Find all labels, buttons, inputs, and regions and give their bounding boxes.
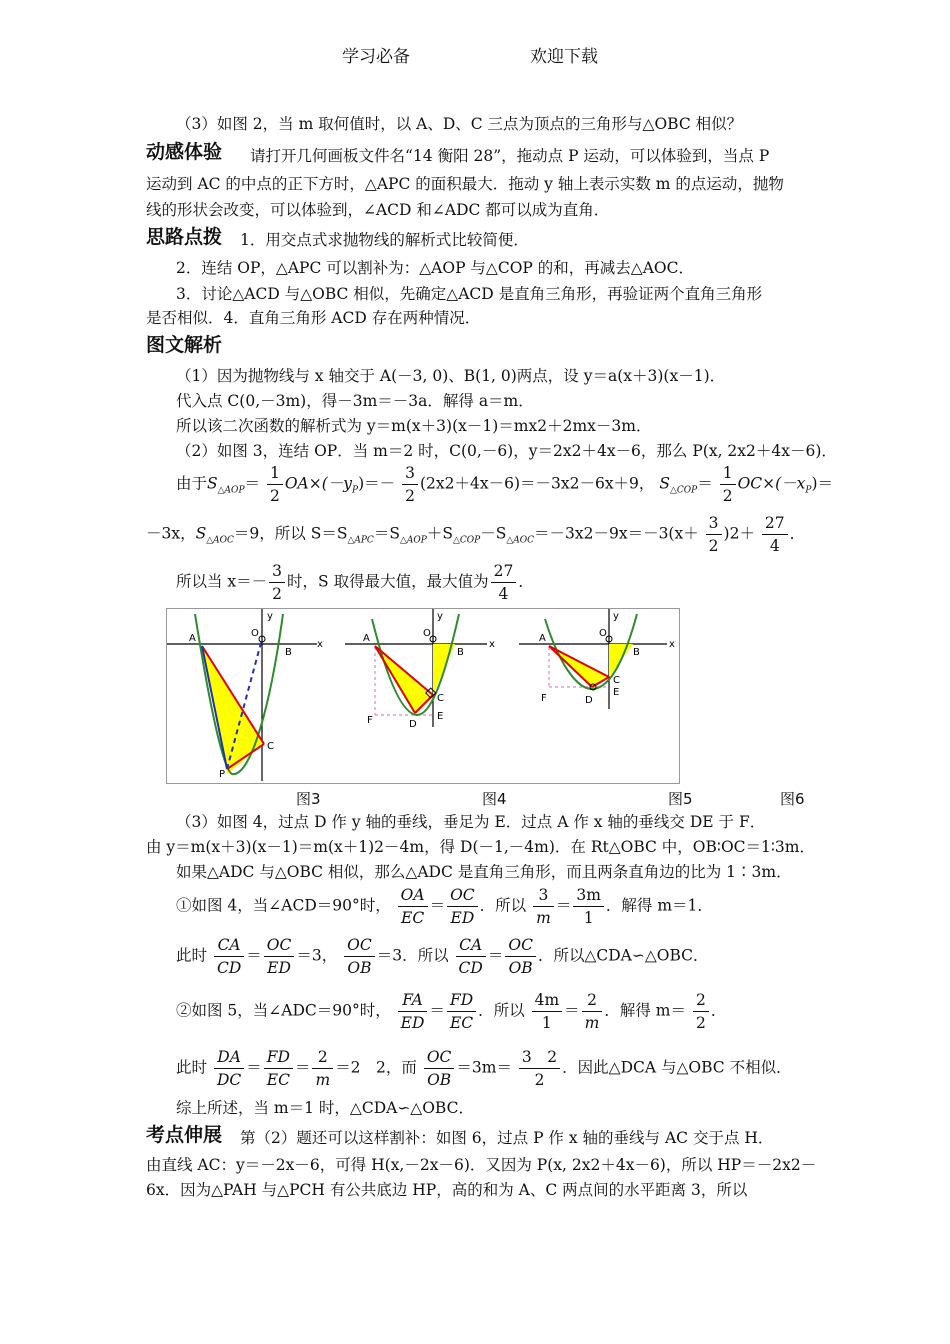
section-extend-title: 考点伸展 bbox=[146, 1124, 223, 1146]
extend-line-1: 第（2）题还可以这样割补：如图 6，过点 P 作 x 轴的垂线与 AC 交于点 H． bbox=[240, 1129, 774, 1147]
svg-text:y: y bbox=[437, 611, 443, 622]
svg-text:E: E bbox=[613, 687, 620, 698]
svg-text:B: B bbox=[285, 647, 292, 658]
svg-text:A: A bbox=[363, 633, 370, 644]
svg-text:x: x bbox=[669, 639, 675, 650]
analysis-line-2: 代入点 C(0,－3m)，得－3m＝－3a．解得 a＝m． bbox=[176, 392, 534, 410]
equation-max: 所以当 x＝－ $\frac{3}{2}$ 时，S 取得最大值，最大值为 $\frac{27}{4}$ ． bbox=[176, 562, 534, 603]
extend-line-2: 由直线 AC：y＝－2x－6，可得 H(x,－2x－6)．又因为 P(x, 2x2＋4x－6)，所以 HP＝－2x2－ bbox=[146, 1156, 817, 1174]
figures-panel bbox=[166, 608, 680, 784]
section-hint-title: 思路点拨 bbox=[146, 226, 223, 248]
hint-line-3: 3．讨论△ACD 与△OBC 相似，先确定△ACD 是直角三角形，再验证两个直角三角形 bbox=[176, 285, 763, 303]
svg-text:y: y bbox=[613, 611, 619, 622]
svg-text:C: C bbox=[437, 693, 444, 704]
svg-text:D: D bbox=[409, 719, 417, 730]
equation-area-total: －3x，$S_{\triangle AOC}=9$，所以 $S=S_{\triangle APC}=S_{\triangle AOP}+S_{\triangle COP}-S_{\triangle AOC}=-3x2-9x=-3(x+$ $\frac{3}{2}$ )2＋ $\frac{27}{4}$ ． bbox=[146, 514, 806, 555]
svg-text:F: F bbox=[367, 715, 373, 726]
case-1: ①如图 4，当∠ACD＝90°时， $\frac{OA}{EC}$ ＝ $\frac{OC}{ED}$ ．所以 $\frac{3}{m}$ ＝ $\frac{3m}{1}$ ．解得 m＝1． bbox=[176, 886, 713, 927]
dynamic-line-1: 请打开几何画板文件名“14 衡阳 28”，拖动点 P 运动，可以体验到，当点 P bbox=[250, 147, 770, 165]
case-2: ②如图 5，当∠ADC＝90°时， $\frac{FA}{ED}$ ＝ $\frac{FD}{EC}$ ．所以 $\frac{4m}{1}$ ＝ $\frac{2}{m}$ ．解得 m＝ $\frac{2}{2}$ ． bbox=[176, 991, 727, 1032]
figures-svg bbox=[167, 609, 679, 783]
equation-area-aop: 由于$S_{\triangle AOP}=$ $\frac{1}{2}$ $OA\times(-y_P)=-$ $\frac{3}{2}$ (2x2＋4x－6)＝－3x2－6x＋9， $S_{\triangle COP}=$ $\frac{1}{2}$ $OC\times(-x_P)=$ bbox=[176, 464, 834, 505]
svg-text:A: A bbox=[189, 633, 196, 644]
svg-text:O: O bbox=[599, 628, 607, 639]
svg-text:B: B bbox=[457, 647, 464, 658]
hint-line-1: 1．用交点式求抛物线的解析式比较简便． bbox=[240, 231, 529, 249]
part3-line-1: （3）如图 4，过点 D 作 y 轴的垂线，垂足为 E．过点 A 作 x 轴的垂线交 DE 于 F． bbox=[176, 813, 766, 831]
part3-line-2: 由 y＝m(x＋3)(x－1)＝m(x＋1)2－4m，得 D(－1,－4m)．在 Rt△OBC 中，OB∶OC＝1∶3m． bbox=[146, 838, 815, 856]
svg-text:C: C bbox=[267, 741, 274, 752]
svg-text:O: O bbox=[251, 628, 259, 639]
analysis-line-3: 所以该二次函数的解析式为 y＝m(x＋3)(x－1)＝mx2＋2mx－3m． bbox=[176, 417, 652, 435]
section-dynamic-title: 动感体验 bbox=[146, 141, 223, 163]
part3-line-3: 如果△ADC 与△OBC 相似，那么△ADC 是直角三角形，而且两条直角边的比为 1∶3m． bbox=[176, 863, 792, 881]
dynamic-line-3: 线的形状会改变，可以体验到，∠ACD 和∠ADC 都可以成为直角． bbox=[146, 201, 610, 219]
analysis-line-1: （1）因为抛物线与 x 轴交于 A(－3, 0)、B(1, 0)两点，设 y＝a(x＋3)(x－1)． bbox=[176, 367, 726, 385]
figure-4 bbox=[345, 609, 495, 730]
conclusion: 综上所述，当 m＝1 时，△CDA∽△OBC． bbox=[176, 1099, 474, 1117]
dynamic-line-2: 运动到 AC 的中点的正下方时，△APC 的面积最大．拖动 y 轴上表示实数 m 的点运动，抛物 bbox=[146, 175, 784, 193]
caption-fig3: 图3 bbox=[296, 790, 321, 808]
svg-text:x: x bbox=[489, 639, 495, 650]
svg-text:C: C bbox=[613, 675, 620, 686]
svg-text:B: B bbox=[633, 647, 640, 658]
svg-text:O: O bbox=[423, 628, 431, 639]
caption-fig6: 图6 bbox=[780, 790, 805, 808]
figure-3 bbox=[167, 609, 323, 781]
analysis-line-4: （2）如图 3，连结 OP．当 m＝2 时，C(0,－6)，y＝2x2＋4x－6，那么 P(x, 2x2＋4x－6)． bbox=[176, 442, 837, 460]
caption-fig4: 图4 bbox=[482, 790, 507, 808]
svg-text:x: x bbox=[317, 639, 323, 650]
svg-text:P: P bbox=[219, 769, 226, 780]
extend-line-3: 6x．因为△PAH 与△PCH 有公共底边 HP，高的和为 A、C 两点间的水平距离 3，所以 bbox=[146, 1181, 748, 1199]
question-3: （3）如图 2，当 m 取何值时，以 A、D、C 三点为顶点的三角形与△OBC 相似？ bbox=[176, 115, 743, 133]
section-analysis-title: 图文解析 bbox=[146, 334, 223, 356]
caption-fig5: 图5 bbox=[668, 790, 693, 808]
svg-text:A: A bbox=[539, 633, 546, 644]
svg-text:y: y bbox=[267, 611, 273, 622]
svg-text:F: F bbox=[541, 693, 547, 704]
figure-5 bbox=[519, 609, 675, 709]
header-left: 学习必备 bbox=[342, 47, 410, 67]
case-1-check: 此时 $\frac{CA}{CD}$ ＝ $\frac{OC}{ED}$ ＝3， $\frac{OC}{OB}$ ＝3．所以 $\frac{CA}{CD}$ ＝ $\frac{OC}{OB}$ ．所以△CDA∽△OBC． bbox=[176, 936, 709, 977]
hint-line-4: 是否相似．4．直角三角形 ACD 存在两种情况． bbox=[146, 309, 481, 327]
hint-line-2: 2．连结 OP，△APC 可以割补为：△AOP 与△COP 的和，再减去△AOC． bbox=[176, 259, 694, 277]
header-right: 欢迎下载 bbox=[530, 47, 598, 67]
case-2-check: 此时 $\frac{DA}{DC}$ ＝ $\frac{FD}{EC}$ ＝ $\frac{2}{m}$ ＝2 2，而 $\frac{OC}{OB}$ ＝3m＝ $\frac{3 2}{2}$ ．因此△DCA 与△OBC 不相似． bbox=[176, 1048, 792, 1089]
svg-text:D: D bbox=[585, 695, 593, 706]
svg-text:E: E bbox=[437, 711, 444, 722]
